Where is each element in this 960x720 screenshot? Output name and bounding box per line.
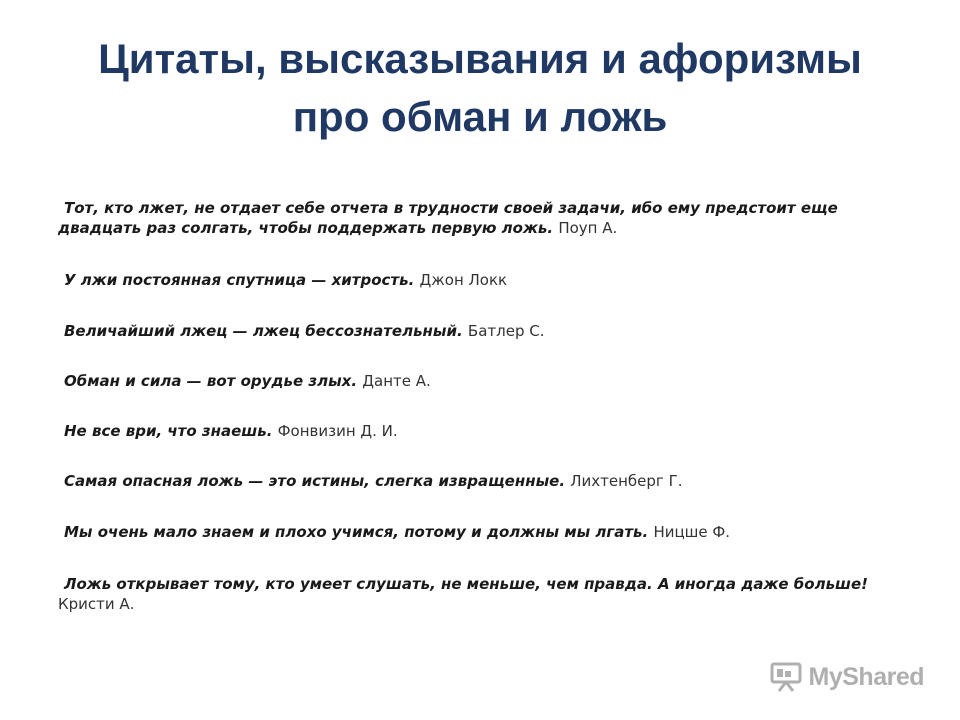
- quote-author: Лихтенберг Г.: [570, 472, 683, 490]
- quote-author: Поуп А.: [558, 219, 618, 237]
- quote-text: Мы очень мало знаем и плохо учимся, потому и должны мы лгать.: [64, 523, 654, 541]
- slide-title-line-2: про обман и ложь: [292, 93, 668, 140]
- quote-text: Обман и сила — вот орудье злых.: [64, 372, 363, 390]
- quote-item: [64, 522, 894, 542]
- slide-title-line-1: Цитаты, высказывания и афоризмы: [98, 35, 862, 82]
- quote-item: [64, 371, 894, 391]
- quote-author: Ницше Ф.: [653, 523, 731, 541]
- quote-author: Данте А.: [362, 372, 431, 390]
- quote-text: Ложь открывает тому, кто умеет слушать, не меньше, чем правда. А иногда даже больше!: [64, 575, 869, 593]
- watermark-text: MyShared: [808, 662, 924, 691]
- slide-title: [40, 30, 920, 146]
- quote-text: Не все ври, что знаешь.: [64, 422, 278, 440]
- quote-item: [64, 270, 894, 290]
- quote-item: [58, 198, 888, 238]
- quote-item: [64, 421, 894, 441]
- quote-text: Самая опасная ложь — это истины, слегка извращенные.: [64, 472, 571, 490]
- quote-item: [58, 574, 888, 614]
- quote-text: У лжи постоянная спутница — хитрость.: [64, 271, 420, 289]
- quote-author: Фонвизин Д. И.: [277, 422, 398, 440]
- myshared-watermark: [769, 662, 924, 692]
- quote-author: Кристи А.: [58, 595, 135, 613]
- quote-item: [64, 321, 894, 341]
- quote-author: Джон Локк: [419, 271, 508, 289]
- quote-text: Величайший лжец — лжец бессознательный.: [64, 322, 468, 340]
- quote-item: [64, 471, 894, 491]
- quote-author: Батлер С.: [467, 322, 545, 340]
- presentation-board-icon: [769, 662, 803, 692]
- quote-text: Тот, кто лжет, не отдает себе отчета в трудности своей задачи, ибо ему предстоит еще двадцать раз солгать, чтобы поддержать первую ложь.: [58, 199, 838, 237]
